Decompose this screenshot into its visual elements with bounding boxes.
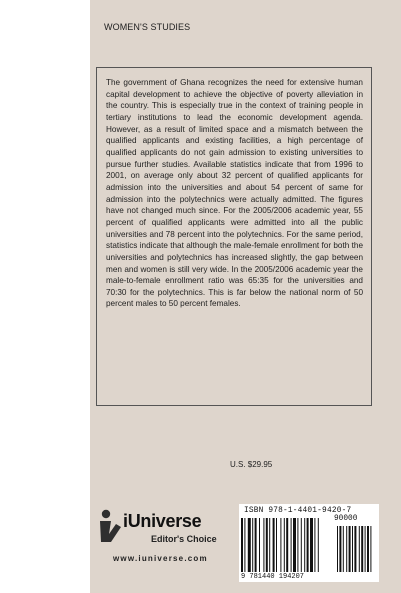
white-margin xyxy=(0,0,90,593)
barcode-digits: 9 781440 194207 xyxy=(241,573,305,581)
publisher-website: www.iuniverse.com xyxy=(113,554,208,563)
price-addon-code: 90000 xyxy=(334,515,358,523)
price-label: U.S. $29.95 xyxy=(230,460,273,469)
isbn-label: ISBN 978-1-4401-9420-7 xyxy=(244,507,352,515)
blurb-text: The government of Ghana recognizes the need for extensive human capital development to achieve the objective of poverty alleviation in the country. This is especially true in the context of training people in tertiary institutions to lead the economic development agenda. However, as a result of limited space and a mismatch between the qualified applicants and existing facilities, a high percentage of qualified applicants do not gain admission to existing universities to pursue further studies. Available statistics indicate that from 1996 to 2001, on average only about 32 percent of qualified applicants for admission into the universities and about 54 percent of same for admission into the polytechnics were actually admitted. The figures have not changed much since. For the 2005/2006 academic year, 55 percent of qualified applicants were admitted into all the public universities and 78 percent into the polytechnics. For the same period, statistics indicate that although the male-female enrollment for both the universities and polytechnics has increased slightly, the gap between men and women is still very wide. In the 2005/2006 academic year the male-to-female enrollment ratio was 65:35 for the universities and 70:30 for the polytechnics. This is far below the national norm of 50 percent males to 50 percent females. xyxy=(106,78,363,309)
category-label: WOMEN'S STUDIES xyxy=(104,22,191,32)
blurb-box xyxy=(96,67,372,406)
publisher-name: iUniverse xyxy=(123,511,202,531)
publisher-tagline: Editor's Choice xyxy=(151,534,217,544)
barcode-icon xyxy=(241,518,377,572)
barcode-area xyxy=(239,504,379,582)
person-icon xyxy=(95,506,125,544)
publisher-logo xyxy=(95,506,235,554)
